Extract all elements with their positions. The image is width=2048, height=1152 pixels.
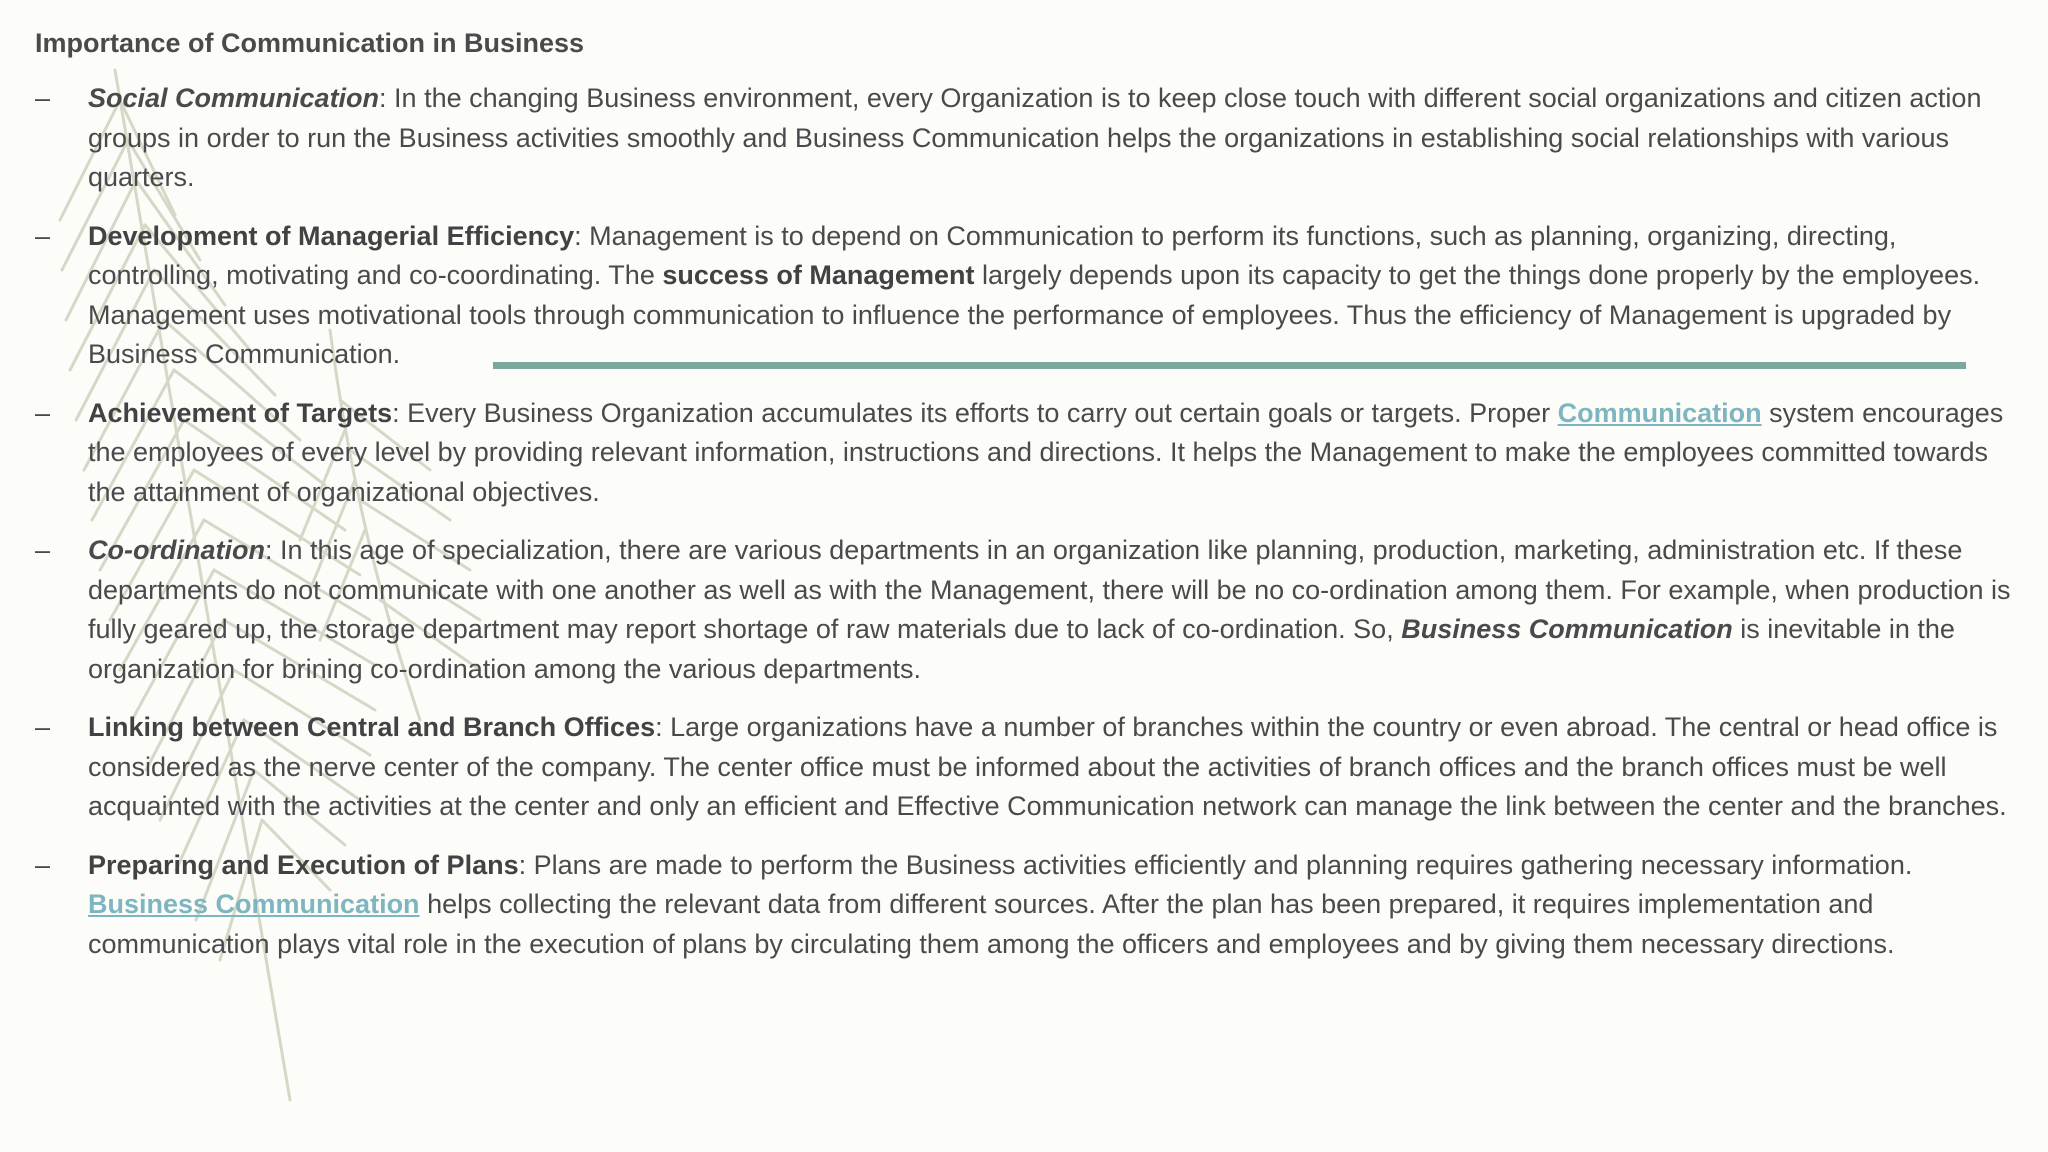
list-item: [35, 531, 2025, 689]
item-text: : Every Business Organization accumulates its efforts to carry out certain goals or targets. Proper: [392, 397, 1558, 428]
item-text: is inevitable in the organization for brining co-ordination among the various departments.: [88, 614, 1955, 684]
communication-link[interactable]: Communication: [1557, 397, 1762, 428]
dash-bullet: –: [35, 849, 51, 880]
dash-bullet: –: [35, 83, 51, 113]
item-text: system encourages the employees of every level by providing relevant information, instructions and directions. It helps the Management to make the employees committed towards the attainment of organizational objectives.: [88, 397, 2004, 507]
list-item: [35, 394, 2025, 513]
item-text: helps collecting the relevant data from different sources. After the plan has been prepared, it requires implementation and communication plays vital role in the execution of plans by circulating them among the officers and employees and by giving them necessary directions.: [88, 889, 1895, 959]
dash-bullet: –: [35, 535, 51, 565]
item-text: largely depends upon its capacity to get the things done properly by the employees. Management uses motivational tools through communication to influence the performance of employees. Thus the efficiency of Management is upgraded by Business Communication.: [88, 260, 1981, 369]
item-emphasis: success of Management: [662, 260, 975, 290]
item-title: Development of Managerial Efficiency: [88, 220, 575, 251]
item-text: : Large organizations have a number of branches within the country or even abroad. The central or head office is considered as the nerve center of the company. The center office must be informed about the activities of branch offices and the branch offices must be well acquainted with the activities at the center and only an efficient and Effective Communication network can manage the link between the center and the branches.: [88, 712, 2007, 821]
slide-heading: Importance of Communication in Business: [35, 28, 585, 58]
item-title: Social Communication: [88, 83, 380, 113]
list-item: [35, 217, 2025, 375]
item-text: : Plans are made to perform the Business activities efficiently and planning requires gathering necessary information.: [518, 849, 1913, 880]
list-item: [35, 846, 2025, 965]
business-communication-link[interactable]: Business Communication: [88, 889, 420, 919]
slide-content: [35, 25, 2025, 983]
item-title: Linking between Central and Branch Offices: [88, 712, 656, 742]
item-title: Co-ordination: [88, 535, 265, 565]
item-title: Preparing and Execution of Plans: [88, 849, 519, 880]
item-text: : In the changing Business environment, every Organization is to keep close touch with different social organizations and citizen action groups in order to run the Business activities smoothly and Business Communication helps the organizations in establishing social relationships with various quarters.: [88, 83, 1982, 192]
item-title: Achievement of Targets: [88, 397, 393, 428]
bullet-list: [35, 79, 2025, 964]
dash-bullet: –: [35, 712, 51, 742]
dash-bullet: –: [35, 220, 51, 251]
list-item: [35, 79, 2025, 198]
dash-bullet: –: [35, 397, 51, 428]
item-text: : In this age of specialization, there are various departments in an organization like planning, production, marketing, administration etc. If these departments do not communicate with one another as well as with the Management, there will be no co-ordination among them. For example, when production is fully geared up, the storage department may report shortage of raw materials due to lack of co-ordination. So,: [88, 535, 2011, 644]
item-emphasis: Business Communication: [1401, 614, 1733, 644]
item-text: : Management is to depend on Communication to perform its functions, such as planning, organizing, directing, controlling, motivating and co-coordinating. The: [88, 220, 1897, 290]
list-item: [35, 708, 2025, 827]
